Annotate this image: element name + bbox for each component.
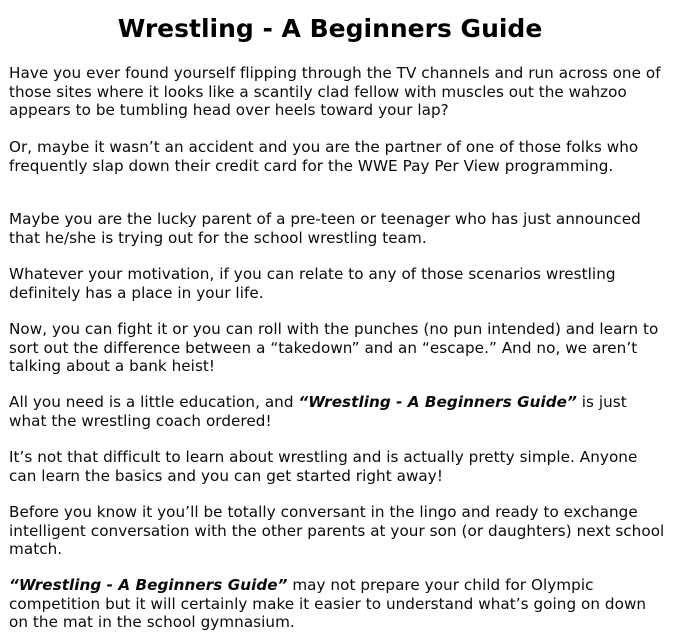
book-title-emphasis: “Wrestling - A Beginners Guide”: [298, 393, 577, 411]
paragraph-olympic: [9, 576, 669, 632]
paragraph-conversant: Before you know it you’ll be totally conversant in the lingo and ready to exchange intelligent conversation with the other parents at your son (or daughters) next school match.: [9, 503, 665, 558]
paragraph-olympic-text-after: may not prepare your child for Olympic competition but it will certainly make it easier to understand what’s going on down on the mat in the school gymnasium.: [9, 576, 647, 631]
paragraph-takedown: Now, you can fight it or you can roll with the punches (no pun intended) and learn to sort out the difference between a “takedown” and an “escape.” And no, we aren’t talking about a bank heist!: [9, 320, 659, 375]
book-title-emphasis-closing: “Wrestling - A Beginners Guide”: [9, 576, 288, 594]
paragraph-education: [9, 393, 669, 430]
page-title: Wrestling - A Beginners Guide: [117, 14, 543, 43]
paragraph-education-text-after: is just what the wrestling coach ordered!: [9, 393, 627, 430]
paragraph-motivation: Whatever your motivation, if you can relate to any of those scenarios wrestling definitely has a place in your life.: [9, 265, 616, 302]
paragraph-parent: Maybe you are the lucky parent of a pre-teen or teenager who has just announced that he/she is trying out for the school wrestling team.: [9, 210, 641, 247]
paragraph-education-text-before: All you need is a little education, and: [9, 393, 299, 411]
paragraph-intro: Have you ever found yourself flipping through the TV channels and run across one of those sites where it looks like a scantily clad fellow with muscles out the wahzoo appears to be tumbling head over heels toward your lap?: [9, 64, 661, 119]
paragraph-simple: It’s not that difficult to learn about wrestling and is actually pretty simple. Anyone can learn the basics and you can get started right away!: [9, 448, 638, 485]
paragraph-partner: Or, maybe it wasn’t an accident and you are the partner of one of those folks who frequently slap down their credit card for the WWE Pay Per View programming.: [9, 138, 639, 175]
